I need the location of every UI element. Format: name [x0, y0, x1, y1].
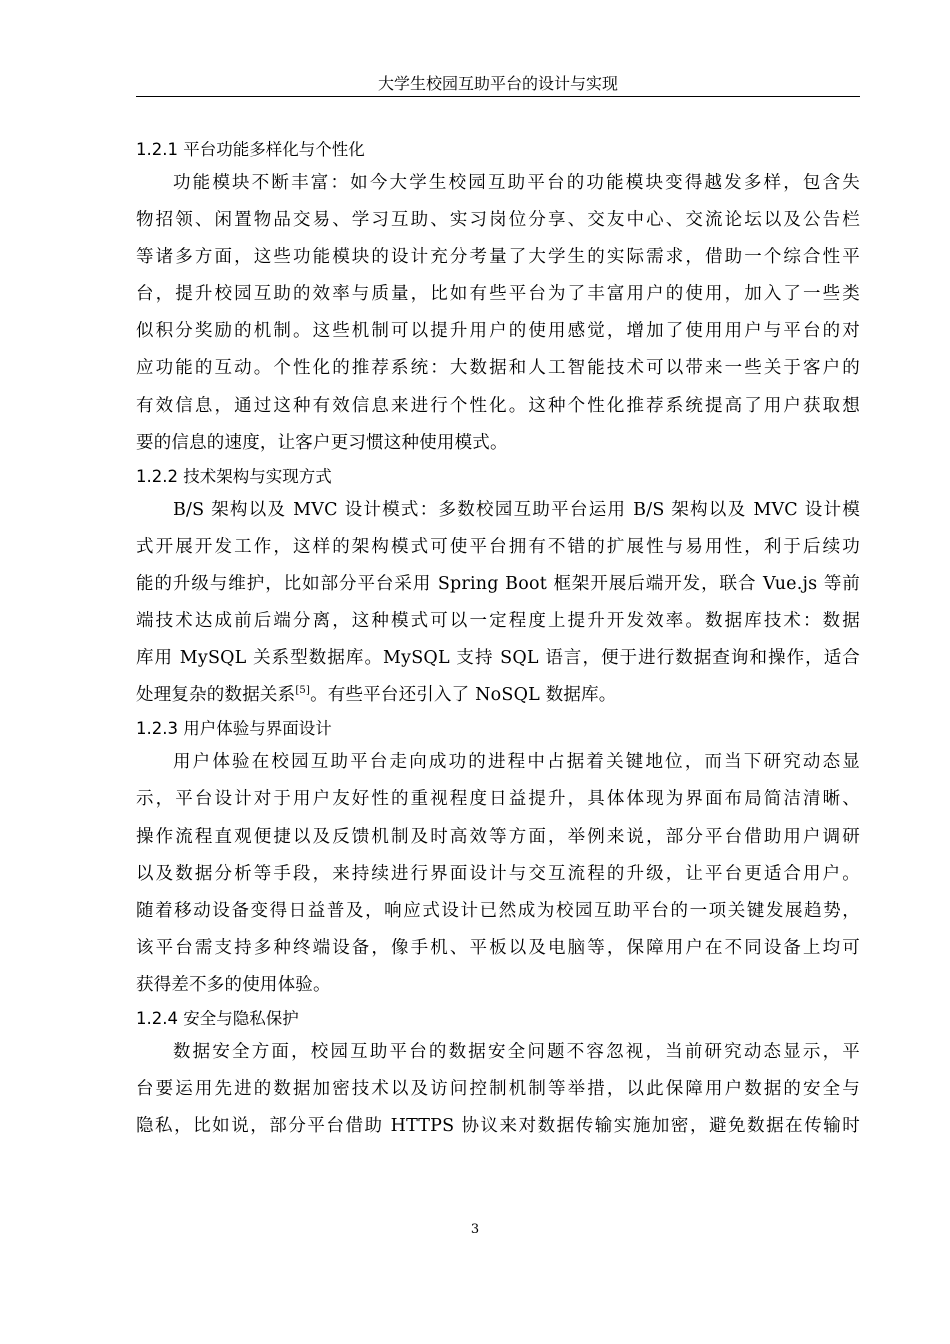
text-line: 端技术达成前后端分离，这种模式可以一定程度上提升开发效率。数据库技术：数据 [136, 611, 860, 632]
text-line: 式开展开发工作，这样的架构模式可使平台拥有不错的扩展性与易用性，利于后续功 [136, 536, 860, 557]
text-line: 台，提升校园互助的效率与质量，比如有些平台为了丰富用户的使用，加入了一些类 [136, 284, 860, 305]
text-line: 用户体验在校园互助平台走向成功的进程中占据着关键地位，而当下研究动态显 [173, 752, 860, 773]
text-line: 物招领、闲置物品交易、学习互助、实习岗位分享、交友中心、交流论坛以及公告栏 [136, 210, 860, 231]
text-line: 库用 MySQL 关系型数据库。MySQL 支持 SQL 语言，便于进行数据查询和操作，适合 [136, 648, 860, 669]
text-line: 功能模块不断丰富：如今大学生校园互助平台的功能模块变得越发多样，包含失 [173, 173, 860, 193]
section-heading-1-2-1: 1.2.1 平台功能多样化与个性化 [136, 140, 365, 159]
text-segment: 。有些平台还引入了 NoSQL 数据库。 [310, 685, 617, 706]
section-heading-1-2-3: 1.2.3 用户体验与界面设计 [136, 719, 332, 739]
text-line: 应功能的互动。个性化的推荐系统：大数据和人工智能技术可以带来一些关于客户的 [136, 358, 860, 379]
text-line: 要的信息的速度，让客户更习惯这种使用模式。 [136, 432, 508, 453]
page-number: 3 [470, 1222, 480, 1237]
text-line: 等诸多方面，这些功能模块的设计充分考量了大学生的实际需求，借助一个综合性平 [136, 247, 860, 268]
page-body [136, 135, 860, 1145]
paragraph-1-2-3 [136, 744, 860, 1004]
text-line: 该平台需支持多种终端设备，像手机、平板以及电脑等，保障用户在不同设备上均可 [136, 937, 860, 958]
section-heading-1-2-4: 1.2.4 安全与隐私保护 [136, 1008, 299, 1028]
text-line: 操作流程直观便捷以及反馈机制及时高效等方面，举例来说，部分平台借助用户调研 [136, 826, 860, 847]
text-line: 示，平台设计对于用户友好性的重视程度日益提升，具体体现为界面布局简洁清晰、 [136, 789, 860, 810]
text-line-with-citation [136, 677, 860, 714]
paragraph-1-2-1 [136, 165, 860, 462]
text-line: 数据安全方面，校园互助平台的数据安全问题不容忽视，当前研究动态显示，平 [173, 1041, 860, 1062]
paragraph-1-2-4 [136, 1034, 860, 1145]
header-title: 大学生校园互助平台的设计与实现 [377, 74, 618, 93]
section-heading-1-2-2: 1.2.2 技术架构与实现方式 [136, 466, 332, 486]
text-line: B/S 架构以及 MVC 设计模式：多数校园互助平台运用 B/S 架构以及 MVC 设计模 [173, 499, 860, 520]
text-segment: 处理复杂的数据关系 [136, 685, 296, 706]
paragraph-1-2-2 [136, 492, 860, 715]
text-line: 有效信息，通过这种有效信息来进行个性化。这种个性化推荐系统提高了用户获取想 [136, 395, 860, 416]
text-line: 随着移动设备变得日益普及，响应式设计已然成为校园互助平台的一项关键发展趋势， [136, 900, 860, 921]
text-line: 能的升级与维护，比如部分平台采用 Spring Boot 框架开展后端开发，联合 Vue.js 等前 [136, 573, 860, 594]
page-header [136, 72, 860, 97]
citation-reference: [5] [295, 685, 311, 697]
text-line: 似积分奖励的机制。这些机制可以提升用户的使用感觉，增加了使用用户与平台的对 [136, 321, 860, 342]
text-line: 台要运用先进的数据加密技术以及访问控制机制等举措，以此保障用户数据的安全与 [136, 1079, 860, 1100]
text-line: 获得差不多的使用体验。 [136, 974, 331, 995]
text-line: 隐私，比如说，部分平台借助 HTTPS 协议来对数据传输实施加密，避免数据在传输时 [136, 1116, 860, 1137]
text-line: 以及数据分析等手段，来持续进行界面设计与交互流程的升级，让平台更适合用户。 [136, 863, 860, 884]
